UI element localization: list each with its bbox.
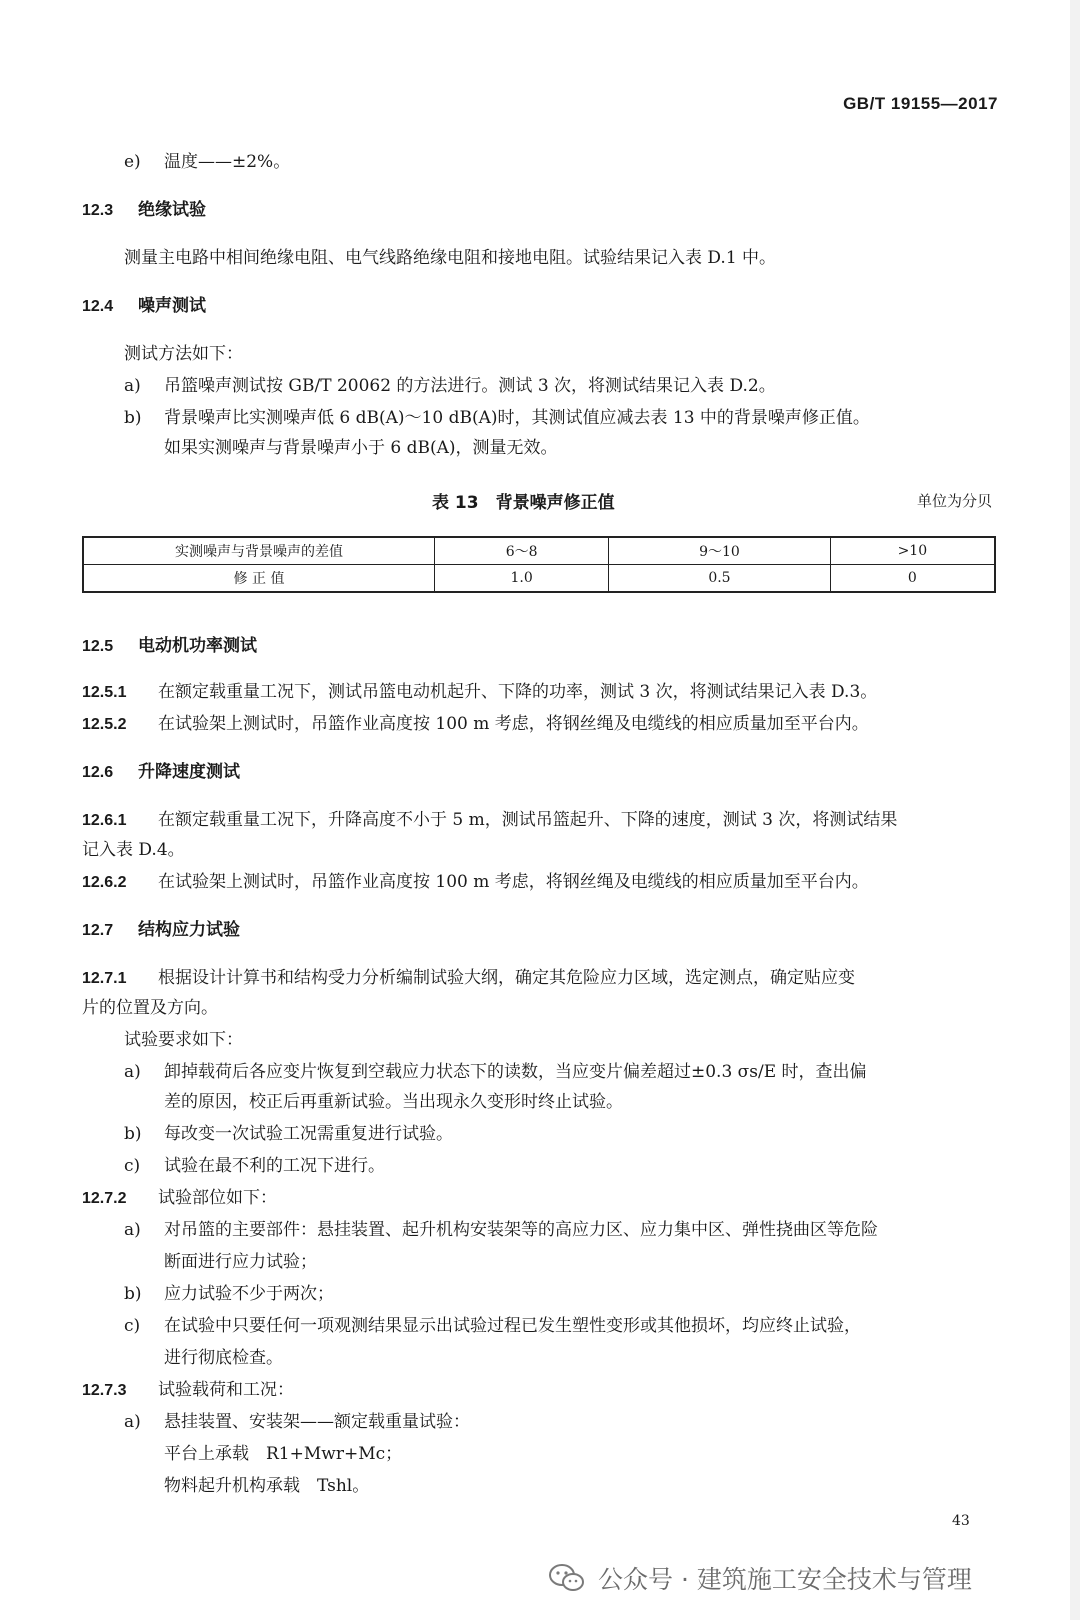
section-heading: 12.3 绝缘试验 bbox=[82, 200, 206, 220]
page-edge bbox=[1070, 0, 1080, 1620]
list-item: b) 应力试验不少于两次； bbox=[124, 1284, 334, 1304]
section-heading: 12.4 噪声测试 bbox=[82, 296, 206, 316]
section-heading: 12.7 结构应力试验 bbox=[82, 920, 240, 940]
list-item: e) 温度——±2%。 bbox=[124, 152, 291, 172]
list-item: c) 试验在最不利的工况下进行。 bbox=[124, 1156, 385, 1176]
table-cell: 实测噪声与背景噪声的差值 bbox=[83, 537, 435, 565]
table-cell: 1.0 bbox=[435, 565, 609, 593]
list-item: a) 吊篮噪声测试按 GB/T 20062 的方法进行。测试 3 次，将测试结果记入表 D.2。 bbox=[124, 376, 776, 396]
page-number: 43 bbox=[952, 1513, 970, 1529]
formula-line: 物料起升机构承载 Tshl。 bbox=[164, 1476, 370, 1496]
watermark bbox=[548, 1560, 972, 1596]
paragraph: 测量主电路中相间绝缘电阻、电气线路绝缘电阻和接地电阻。试验结果记入表 D.1 中。 bbox=[124, 248, 777, 268]
table-unit: 单位为分贝 bbox=[916, 492, 992, 510]
wechat-icon bbox=[548, 1563, 586, 1593]
noise-correction-table bbox=[82, 536, 996, 593]
section-heading: 12.6 升降速度测试 bbox=[82, 762, 240, 782]
list-item: a) 对吊篮的主要部件：悬挂装置、起升机构安装架等的高应力区、应力集中区、弹性挠曲区等危险 bbox=[124, 1220, 878, 1240]
list-item: c) 在试验中只要任何一项观测结果显示出试验过程已发生塑性变形或其他损坏，均应终止试验， bbox=[124, 1316, 861, 1336]
clause: 12.6.2 在试验架上测试时，吊篮作业高度按 100 m 考虑，将钢丝绳及电缆线的相应质量加至平台内。 bbox=[82, 872, 869, 892]
table-caption: 表 13 背景噪声修正值 bbox=[432, 493, 615, 513]
table-cell: 0.5 bbox=[609, 565, 830, 593]
paragraph: 断面进行应力试验； bbox=[164, 1252, 317, 1272]
paragraph: 记入表 D.4。 bbox=[82, 840, 185, 860]
table-cell: 6～8 bbox=[435, 537, 609, 565]
table-cell: 0 bbox=[830, 565, 995, 593]
clause: 12.7.1 根据设计计算书和结构受力分析编制试验大纲，确定其危险应力区域，选定测点，确定贴应变 bbox=[82, 968, 855, 988]
clause: 12.6.1 在额定载重量工况下，升降高度不小于 5 m，测试吊篮起升、下降的速度，测试 3 次，将测试结果 bbox=[82, 810, 898, 830]
formula-line: 平台上承载 R1+Mwr+Mc； bbox=[164, 1444, 403, 1464]
list-item: a) 悬挂装置、安装架——额定载重量试验： bbox=[124, 1412, 470, 1432]
standard-number: GB/T 19155—2017 bbox=[843, 94, 998, 113]
paragraph: 片的位置及方向。 bbox=[82, 998, 218, 1018]
list-item: a) 卸掉载荷后各应变片恢复到空载应力状态下的读数，当应变片偏差超过±0.3 σs/E 时，查出偏 bbox=[124, 1062, 867, 1082]
paragraph: 进行彻底检查。 bbox=[164, 1348, 283, 1368]
list-item: b) 背景噪声比实测噪声低 6 dB(A)～10 dB(A)时，其测试值应减去表 13 中的背景噪声修正值。 bbox=[124, 408, 870, 428]
table-cell: 修 正 值 bbox=[83, 565, 435, 593]
clause: 12.5.1 在额定载重量工况下，测试吊篮电动机起升、下降的功率，测试 3 次，将测试结果记入表 D.3。 bbox=[82, 682, 878, 702]
paragraph: 差的原因，校正后再重新试验。当出现永久变形时终止试验。 bbox=[164, 1092, 623, 1112]
table-cell: 9～10 bbox=[609, 537, 830, 565]
section-heading: 12.5 电动机功率测试 bbox=[82, 636, 257, 656]
clause: 12.5.2 在试验架上测试时，吊篮作业高度按 100 m 考虑，将钢丝绳及电缆线的相应质量加至平台内。 bbox=[82, 714, 869, 734]
watermark-text: 公众号 · 建筑施工安全技术与管理 bbox=[598, 1565, 972, 1594]
paragraph: 试验要求如下： bbox=[124, 1030, 243, 1050]
table-cell: >10 bbox=[830, 537, 995, 565]
table-row bbox=[83, 565, 995, 593]
list-item: b) 每改变一次试验工况需重复进行试验。 bbox=[124, 1124, 453, 1144]
paragraph: 如果实测噪声与背景噪声小于 6 dB(A)，测量无效。 bbox=[164, 438, 558, 458]
clause: 12.7.3 试验载荷和工况： bbox=[82, 1380, 294, 1400]
clause: 12.7.2 试验部位如下： bbox=[82, 1188, 277, 1208]
paragraph: 测试方法如下： bbox=[124, 344, 243, 364]
table-row bbox=[83, 537, 995, 565]
